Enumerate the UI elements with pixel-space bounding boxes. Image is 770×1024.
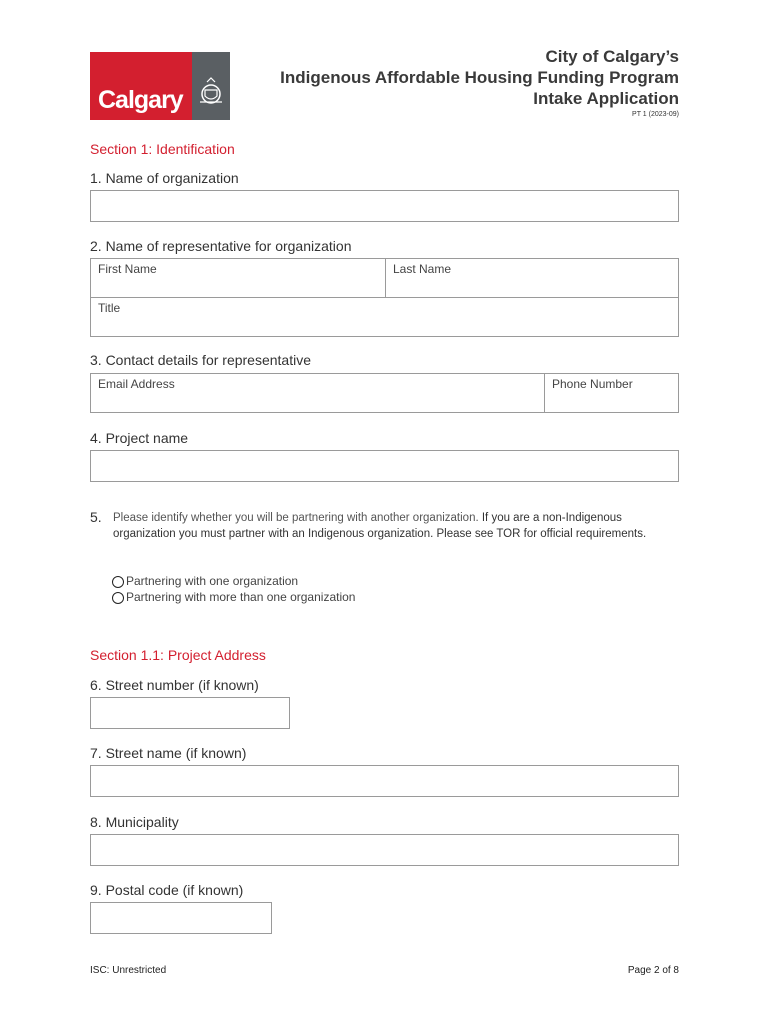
project-name-field[interactable] — [90, 450, 679, 482]
phone-field[interactable] — [544, 373, 679, 413]
question-5-text-b: If you are a non-Indigenous organization you must partner with an Indigenous organization. Please see TOR for official requirements. — [113, 512, 647, 540]
question-4-label: 4. Project name — [90, 430, 189, 446]
organization-name-field[interactable] — [90, 190, 679, 222]
page-number: Page 2 of 8 — [627, 965, 679, 976]
calgary-logo — [90, 52, 192, 120]
question-8-label: 8. Municipality — [90, 814, 179, 830]
first-name-field[interactable] — [90, 258, 386, 298]
phone-label: Phone Number — [552, 377, 633, 391]
title-line-2: Indigenous Affordable Housing Funding Program — [280, 68, 679, 87]
question-5-text-a: Please identify whether you will be partnering with another organization. — [113, 512, 482, 524]
question-6-label: 6. Street number (if known) — [90, 677, 259, 693]
section-1-heading: Section 1: Identification — [90, 141, 235, 157]
street-number-field[interactable] — [90, 697, 290, 729]
question-1-label: 1. Name of organization — [90, 170, 239, 186]
first-name-label: First Name — [98, 262, 157, 276]
title-field[interactable] — [90, 297, 679, 337]
radio-multiple-organizations[interactable] — [112, 592, 124, 604]
radio-one-organization[interactable] — [112, 576, 124, 588]
title-line-3: Intake Application — [533, 89, 679, 108]
question-3-label: 3. Contact details for representative — [90, 352, 312, 368]
postal-code-field[interactable] — [90, 902, 272, 934]
classification-label: ISC: Unrestricted — [90, 965, 167, 976]
document-code: PT 1 (2023-09) — [632, 111, 679, 118]
crest-logo — [192, 52, 230, 120]
radio-one-organization-label: Partnering with one organization — [126, 574, 299, 588]
title-line-1: City of Calgary’s — [545, 47, 679, 66]
logo-text: Calgary — [98, 86, 183, 114]
email-label: Email Address — [98, 377, 175, 391]
document-title — [280, 46, 679, 109]
email-field[interactable] — [90, 373, 545, 413]
question-9-label: 9. Postal code (if known) — [90, 882, 244, 898]
question-5-text — [113, 510, 679, 542]
municipality-field[interactable] — [90, 834, 679, 866]
section-1-1-heading: Section 1.1: Project Address — [90, 647, 266, 663]
title-label: Title — [98, 301, 121, 315]
question-2-label: 2. Name of representative for organization — [90, 238, 352, 254]
street-name-field[interactable] — [90, 765, 679, 797]
question-7-label: 7. Street name (if known) — [90, 745, 247, 761]
radio-multiple-organizations-label: Partnering with more than one organization — [126, 590, 356, 604]
last-name-field[interactable] — [385, 258, 679, 298]
question-5-number: 5. — [90, 509, 102, 525]
last-name-label: Last Name — [393, 262, 452, 276]
crest-icon — [192, 52, 230, 120]
